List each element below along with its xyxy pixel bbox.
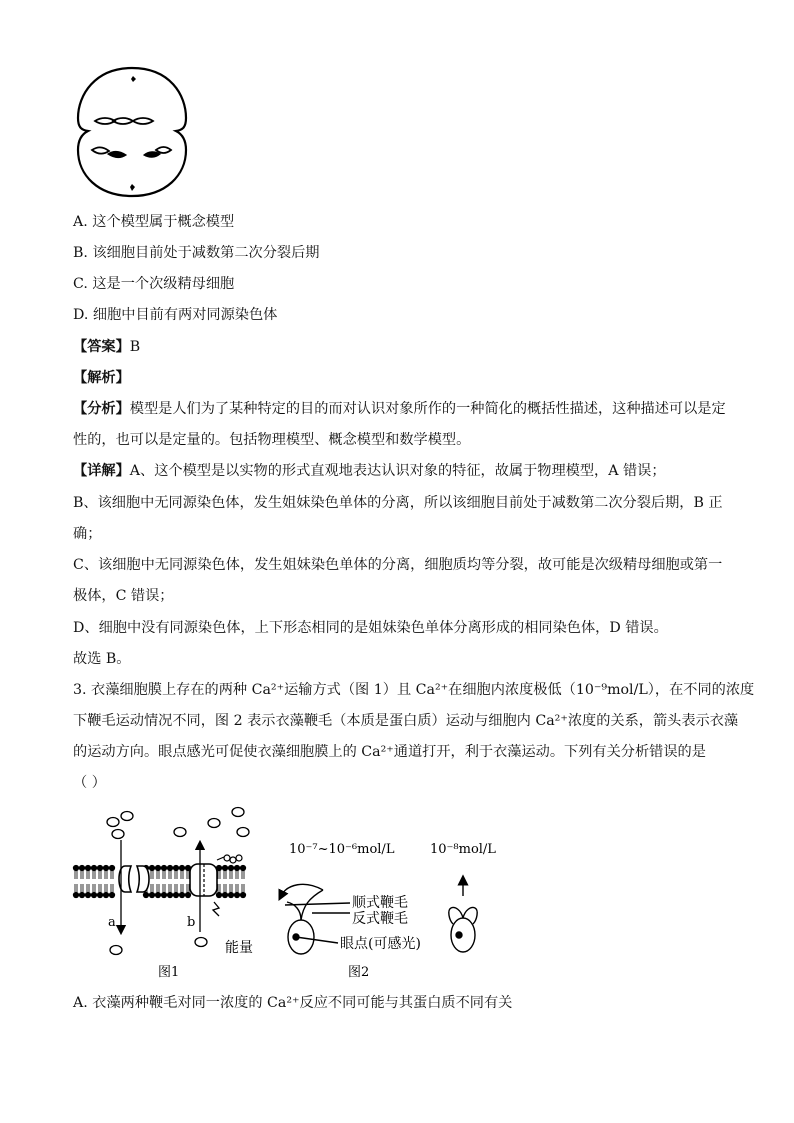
option-a: A. 这个模型属于概念模型 [73,214,235,230]
option-b: B. 该细胞目前处于减数第二次分裂后期 [73,245,320,261]
xiangjie-a-text: A、这个模型是以实物的形式直观地表达认识对象的特征，故属于物理模型，A 错误； [129,463,666,479]
fig1-caption: 图1 [158,965,180,980]
xiangjie-line-b1: B、该细胞中无同源染色体，发生姐妹染色单体的分离，所以该细胞目前处于减数第二次分裂后期，B 正 [73,495,723,511]
xiangjie-line-d: D、细胞中没有同源染色体，上下形态相同的是姐妹染色单体分离形成的相同染色体，D 错误。 [73,620,668,636]
chromosome [144,152,160,157]
chromosome [92,147,109,153]
label-eyespot: 眼点(可感光) [340,936,421,952]
xiangjie-line-c1: C、该细胞中无同源染色体，发生姐妹染色单体的分离，细胞质均等分裂，故可能是次级精母细胞或第一 [73,557,723,573]
conc-right: 10⁻⁸mol/L [430,842,496,857]
chromosome [156,147,171,153]
top-pole [131,76,136,82]
analysis-tag: 【解析】 [73,370,130,386]
xiangjie-line-a [73,461,666,481]
conclusion: 故选 B。 [73,651,131,667]
chromosome [133,118,153,124]
label-forward-flagellum: 顺式鞭毛 [352,895,408,911]
option-c: C. 这是一个次级精母细胞 [73,276,235,292]
q3-line-1: 3. 衣藻细胞膜上存在的两种 Ca²⁺运输方式（图 1）且 Ca²⁺在细胞内浓度极低（10⁻⁹mol/L），在不同的浓度 [73,682,755,698]
fenxi-line-2: 性的，也可以是定量的。包括物理模型、概念模型和数学模型。 [73,432,471,448]
q3-option-a: A. 衣藻两种鞭毛对同一浓度的 Ca²⁺反应不同可能与其蛋白质不同有关 [73,995,513,1011]
q3-line-3: 的运动方向。眼点感光可促使衣藻细胞膜上的 Ca²⁺通道打开，利于衣藻运动。下列有关分析错误的是 [73,744,706,760]
xiangjie-tag: 【详解】 [73,463,130,479]
fenxi-tag: 【分析】 [73,401,130,417]
label-b: b [187,915,196,930]
fenxi-line-1 [73,399,726,419]
xiangjie-line-c2: 极体，C 错误； [73,588,174,604]
label-reverse-flagellum: 反式鞭毛 [352,911,408,927]
conc-left: 10⁻⁷~10⁻⁶mol/L [289,842,395,857]
q3-line-2: 下鞭毛运动情况不同，图 2 表示衣藻鞭毛（本质是蛋白质）运动与细胞内 Ca²⁺浓度的关系，箭头表示衣藻 [73,713,739,729]
fenxi-text: 模型是人们为了某种特定的目的而对认识对象所作的一种简化的概括性描述，这种描述可以是定 [129,401,726,417]
answer-tag: 【答案】 [73,339,130,355]
answer-value: B [129,339,141,355]
label-a: a [108,915,116,930]
q3-line-4: （ ） [73,775,106,791]
xiangjie-line-b2: 确； [73,526,102,542]
answer-line [73,337,140,357]
cell-membrane [78,68,186,196]
chromosome [108,151,126,157]
bottom-pole [130,184,135,191]
option-d: D. 细胞中目前有两对同源染色体 [73,307,278,323]
fig2-caption: 图2 [348,965,370,980]
label-energy: 能量 [225,940,253,956]
